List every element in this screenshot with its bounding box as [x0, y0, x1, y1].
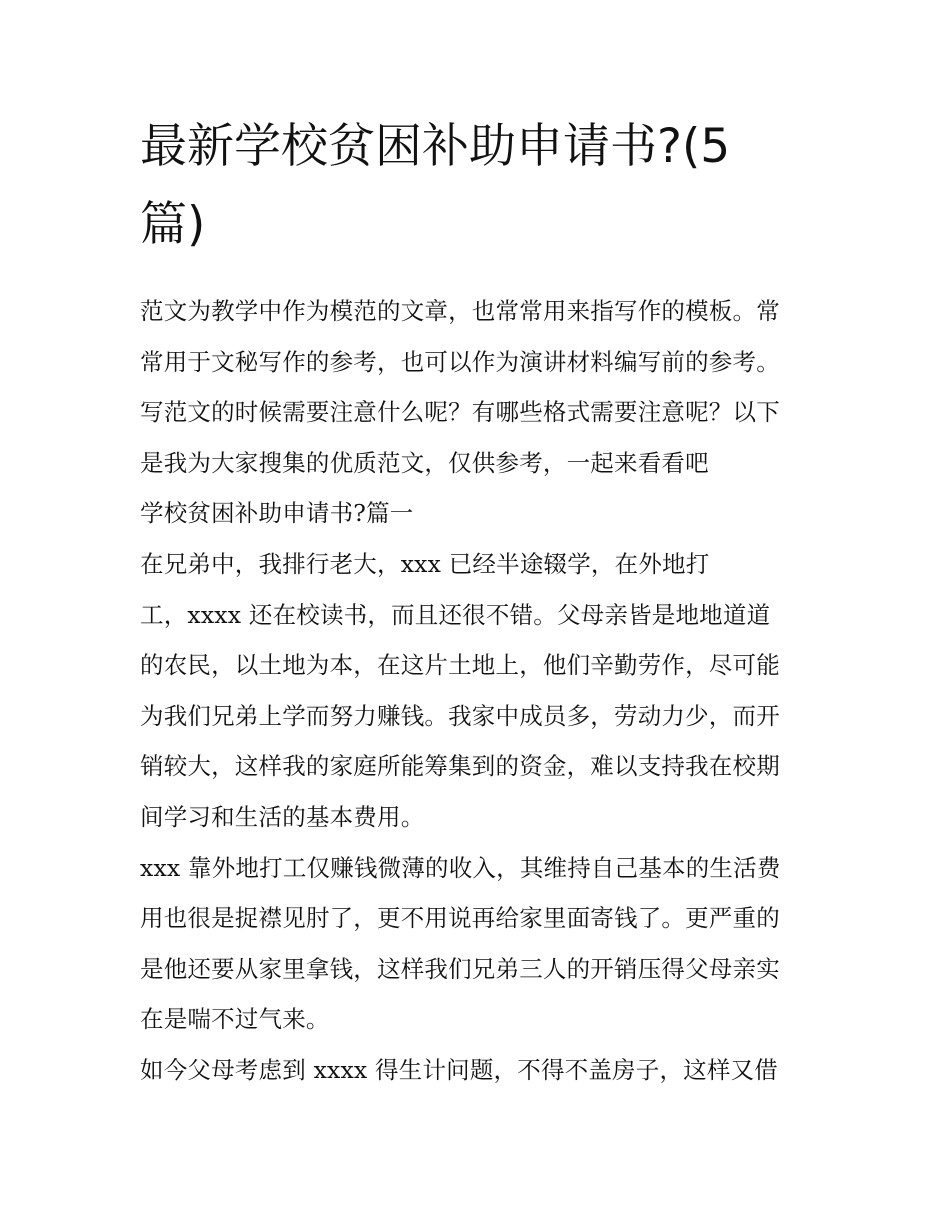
- paragraph-2-line-1: xxx 靠外地打工仅赚钱微薄的收入，其维持自己基本的生活费: [140, 853, 781, 882]
- intro-line-2: 常用于文秘写作的参考，也可以作为演讲材料编写前的参考。: [140, 347, 780, 376]
- paragraph-1-line-1: 在兄弟中，我排行老大，xxx 已经半途辍学，在外地打: [140, 549, 710, 578]
- paragraph-2-line-3: 是他还要从家里拿钱，这样我们兄弟三人的开销压得父母亲实: [140, 954, 780, 983]
- title-line-2: 篇): [140, 197, 206, 252]
- document-title: [140, 108, 820, 264]
- paragraph-1-line-6: 间学习和生活的基本费用。: [140, 802, 425, 831]
- document-page: [140, 108, 820, 1096]
- intro-line-1: 范文为教学中作为模范的文章，也常常用来指写作的模板。常: [140, 297, 780, 325]
- paragraph-1-line-4: 为我们兄弟上学而努力赚钱。我家中成员多，劳动力少，而开: [140, 701, 780, 730]
- document-body: [140, 286, 820, 1096]
- paragraph-1-line-2: 工，xxxx 还在校读书，而且还很不错。父母亲皆是地地道道: [140, 600, 771, 629]
- paragraph-1-line-3: 的农民，以土地为本，在这片土地上，他们辛勤劳作，尽可能: [140, 651, 780, 680]
- paragraph-2-line-4: 在是喘不过气来。: [140, 1005, 330, 1034]
- section-heading: 学校贫困补助申请书?篇一: [140, 499, 414, 528]
- paragraph-3-line-1: 如今父母考虑到 xxxx 得生计问题，不得不盖房子，这样又借: [140, 1055, 778, 1084]
- paragraph-2-line-2: 用也很是捉襟见肘了，更不用说再给家里面寄钱了。更严重的: [140, 904, 780, 933]
- title-line-1: 最新学校贫困补助申请书?(5: [140, 119, 731, 174]
- intro-line-3: 写范文的时候需要注意什么呢？有哪些格式需要注意呢？以下: [140, 398, 780, 427]
- intro-line-4: 是我为大家搜集的优质范文，仅供参考，一起来看看吧: [140, 448, 709, 477]
- paragraph-1-line-5: 销较大，这样我的家庭所能筹集到的资金，难以支持我在校期: [140, 752, 780, 781]
